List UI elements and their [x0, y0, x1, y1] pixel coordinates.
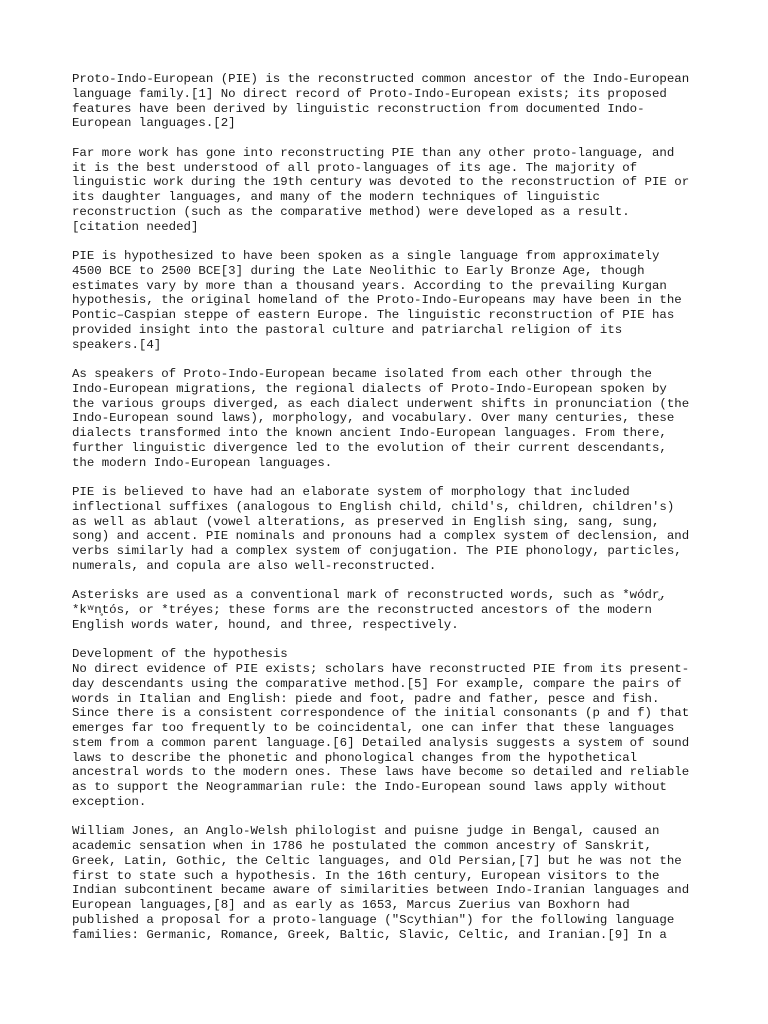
section-heading: Development of the hypothesis	[72, 647, 288, 662]
paragraph-morphology: PIE is believed to have had an elaborate system of morphology that included inflectional suffixes (analogous to English child, child's, children, children's) as well as ablaut (vowel alterations, as preserved in English sing, sang, sung, song) and accent. PIE nominals and pronouns had a complex system of declension, and verbs similarly had a complex system of conjugation. The PIE phonology, particles, numerals, and copula are also well-reconstructed.	[72, 485, 690, 573]
paragraph-research: Far more work has gone into reconstructing PIE than any other proto-language, and it is the best understood of all proto-languages of its age. The majority of linguistic work during the 19th century was devoted to the reconstruction of PIE or its daughter languages, and many of the modern techniques of linguistic reconstruction (such as the comparative method) were developed as a result. [citation needed]	[72, 145, 690, 234]
paragraph-comparative-method: No direct evidence of PIE exists; scholars have reconstructed PIE from its present- day descendants using the comparative method.[5] For example, compare the pairs of words in Italian and English: piede and foot, padre and father, pesce and fish. Since there is a consistent correspondence of the initial consonants (p and f) that emerges far too frequently to be coincidental, one can infer that these languages stem from a common parent language.[6] Detailed analysis suggests a system of sound laws to describe the phonetic and phonological changes from the hypothetical ancestral words to the modern ones. These laws have become so detailed and reliable as to support the Neogrammarian rule: the Indo-European sound laws apply without exception.	[72, 662, 690, 809]
paragraph-asterisks: Asterisks are used as a conventional mark of reconstructed words, such as *wódr̥, *kʷn̥tós, or *tréyes; these forms are the reconstructed ancestors of the modern English words water, hound, and three, respectively.	[72, 588, 667, 632]
paragraph-william-jones: William Jones, an Anglo-Welsh philologist and puisne judge in Bengal, caused an academic sensation when in 1786 he postulated the common ancestry of Sanskrit, Greek, Latin, Gothic, the Celtic languages, and Old Persian,[7] but he was not the first to state such a hypothesis. In the 16th century, European visitors to the Indian subcontinent became aware of similarities between Indo-Iranian languages and European languages,[8] and as early as 1653, Marcus Zuerius van Boxhorn had published a proposal for a proto-language ("Scythian") for the following language families: Germanic, Romance, Greek, Baltic, Slavic, Celtic, and Iranian.[9] In a	[72, 824, 690, 942]
paragraph-dating: PIE is hypothesized to have been spoken as a single language from approximately 4500 BCE to 2500 BCE[3] during the Late Neolithic to Early Bronze Age, though estimates vary by more than a thousand years. According to the prevailing Kurgan hypothesis, the original homeland of the Proto-Indo-Europeans may have been in the Pontic–Caspian steppe of eastern Europe. The linguistic reconstruction of PIE has provided insight into the pastoral culture and patriarchal religion of its speakers.[4]	[72, 249, 682, 352]
paragraph-migrations: As speakers of Proto-Indo-European became isolated from each other through the Indo-European migrations, the regional dialects of Proto-Indo-European spoken by the various groups diverged, as each dialect underwent shifts in pronunciation (the Indo-European sound laws), morphology, and vocabulary. Over many centuries, these dialects transformed into the known ancient Indo-European languages. From there, further linguistic divergence led to the evolution of their current descendants, the modern Indo-European languages.	[72, 367, 690, 470]
document-page	[72, 72, 712, 957]
paragraph-intro: Proto-Indo-European (PIE) is the reconstructed common ancestor of the Indo-European language family.[1] No direct record of Proto-Indo-European exists; its proposed features have been derived by linguistic reconstruction from documented Indo- European languages.[2]	[72, 72, 690, 131]
